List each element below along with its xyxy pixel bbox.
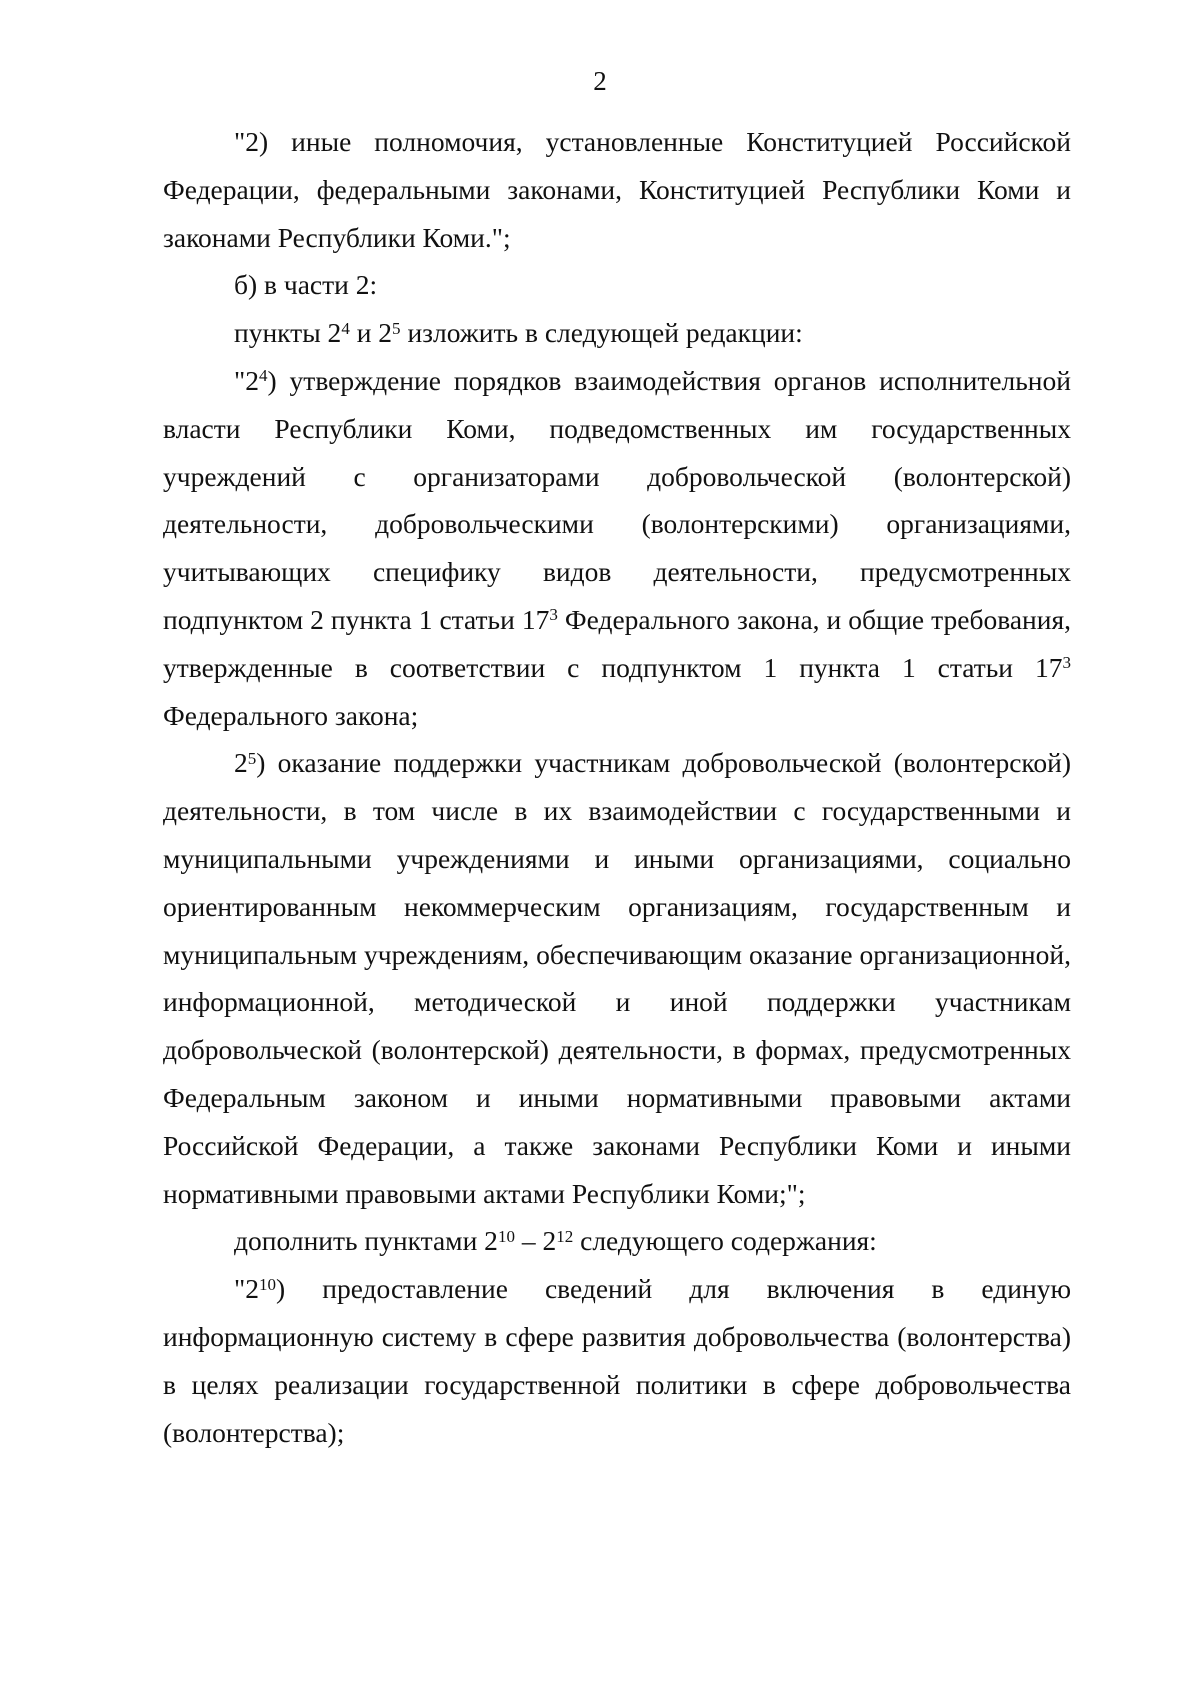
paragraph: [163, 1265, 1071, 1456]
text-run: изложить в следующей редакции:: [400, 317, 803, 349]
paragraph: [163, 118, 1071, 261]
text-run: дополнить пунктами 2: [234, 1225, 498, 1257]
superscript: 5: [247, 748, 257, 768]
superscript: 5: [392, 318, 401, 338]
text-run: "2: [234, 1273, 259, 1305]
text-run: – 2: [514, 1225, 557, 1257]
text-run: 2: [234, 747, 248, 779]
paragraph: [163, 309, 1071, 357]
text-run: "2) иные полномочия, установленные Конституцией Российской Федерации, федеральными законами, Конституцией Республики Коми и законами Республики Коми.";: [163, 126, 1071, 253]
paragraph: [163, 357, 1071, 739]
text-run: "2: [234, 364, 259, 396]
paragraph: [163, 739, 1071, 1217]
text-run: следующего содержания:: [573, 1225, 877, 1257]
text-run: б) в части 2:: [234, 269, 378, 301]
page-number: 2: [593, 66, 607, 96]
paragraph: [163, 261, 1071, 309]
superscript: 4: [341, 318, 350, 338]
superscript: 4: [258, 366, 268, 386]
superscript: 3: [1062, 653, 1071, 673]
superscript: 12: [556, 1226, 574, 1246]
text-run: ) оказание поддержки участникам добровольческой (волонтерской) деятельности, в том числе в их взаимодействии с государственными и муниципальными учреждениями и иными организациями, социально ориентированным некоммерческим организациям, государственным и муниципальным учреждениям, обеспечивающим оказание организационной, информационной, методической и иной поддержки участникам добровольческой (волонтерской) деятельности, в формах, предусмотренных Федеральным законом и иными нормативными правовыми актами Российской Федерации, а также законами Республики Коми и иными нормативными правовыми актами Республики Коми;";: [163, 747, 1071, 1209]
text-run: и 2: [349, 317, 393, 349]
paragraph: [163, 1217, 1071, 1265]
text-run: ) утверждение порядков взаимодействия органов исполнительной власти Республики Коми, подведомственных им государственных учреждений с организаторами добровольческой (волонтерской) деятельности, добровольческими (волонтерскими) организациями, учитывающих специфику видов деятельности, предусмотренных подпунктом 2 пункта 1 статьи 17: [163, 364, 1071, 635]
text-run: пункты 2: [234, 317, 342, 349]
text-run: Федерального закона, и общие требования, утвержденные в соответствии с подпунктом 1 пункта 1 статьи 17: [163, 603, 1072, 683]
text-run: Федерального закона;: [163, 699, 419, 731]
superscript: 10: [258, 1274, 277, 1294]
superscript: 3: [549, 605, 558, 625]
document-body: [163, 118, 1071, 1456]
superscript: 10: [497, 1226, 515, 1246]
text-run: ) предоставление сведений для включения в единую информационную систему в сфере развития добровольчества (волонтерства) в целях реализации государственной политики в сфере добровольчества (волонтерства);: [163, 1273, 1071, 1448]
